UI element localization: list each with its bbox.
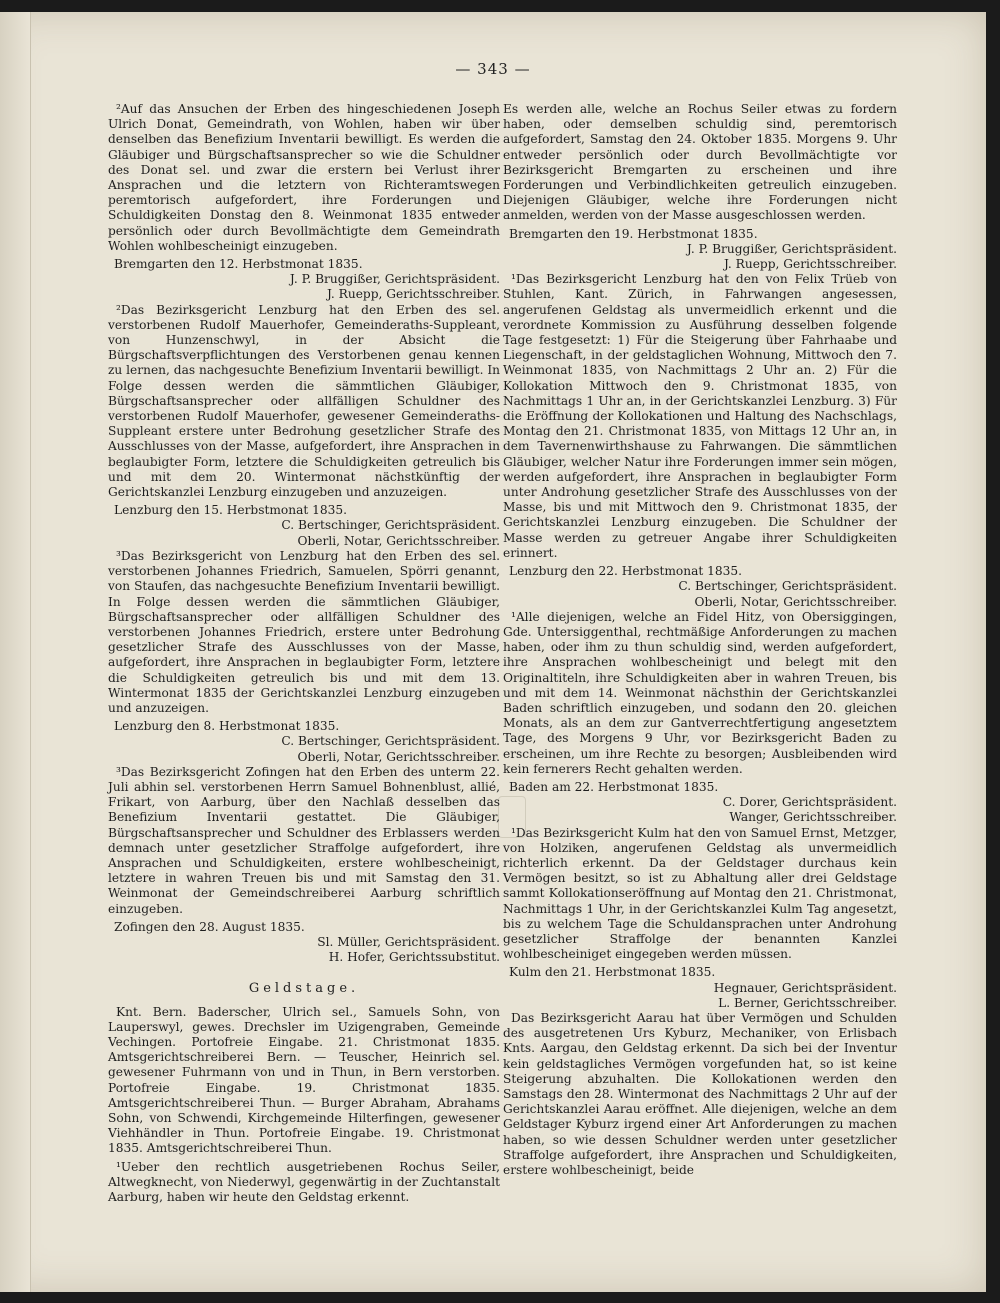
notice-place-date: Lenzburg den 22. Herbstmonat 1835. <box>509 564 743 579</box>
notice-place-date: Lenzburg den 8. Herbstmonat 1835. <box>114 719 340 734</box>
notice-seiler-start: ¹Ueber den rechtlich ausgetriebenen Rochus Seiler, Altwegknecht, von Niederwyl, gegenwärtig in der Zuchtanstalt Aarburg, haben wir heute den Geldstag erkennt. <box>108 1159 500 1205</box>
signature-clerk: J. Ruepp, Gerichtsschreiber. <box>723 257 897 272</box>
notice-text: ²Das Bezirksgericht Lenzburg hat den Erben des sel. verstorbenen Rudolf Mauerhofer, Gemeinderaths-Suppleant, von Hunzenschwyl, in der Absicht die Bürgschaftsverpflichtungen des Verstorbenen genau kennen zu lernen, das nachgesuchte Benefizium Inventarii bewilligt. In Folge dessen werden die sämmtlichen Gläubiger, Bürgschaftsansprecher oder allfälligen Schuldner des verstorbenen Rudolf Mauerhofer, gewesener Gemeinderaths-Suppleant erstere unter Bedrohung gesetzlicher Strafe des Ausschlusses von der Masse, aufgefordert, ihre Ansprachen in beglaubigter Form, letztere die Schuldigkeiten getreulich bis und mit dem 20. Wintermonat nächstkünftig der Gerichtskanzlei Lenzburg einzugeben und anzuzeigen. <box>108 302 500 500</box>
notice-mauerhofer <box>108 303 500 549</box>
geldstage-bern-paragraph: Knt. Bern. Baderscher, Ulrich sel., Samuels Sohn, von Lauperswyl, gewes. Drechsler im Uzigengraben, Gemeinde Vechingen. Portofreie Eingabe. 21. Christmonat 1835. Amtsgerichtschreiberei Bern. — Teuscher, Heinrich sel. gewesener Fuhrmann von und in Thun, in Bern verstorben. Portofreie Eingabe. 19. Christmonat 1835. Amtsgerichtschreiberei Thun. — Burger Abraham, Abrahams Sohn, von Schwendi, Kirchgemeinde Hilterfingen, gewesener Viehhändler in Thun. Portofreie Eingabe. 19. Christmonat 1835. Amtsgerichtschreiberei Thun. <box>108 1004 500 1156</box>
notice-hitz <box>503 610 897 826</box>
notice-seiler <box>503 102 897 272</box>
notice-friedrich <box>108 549 500 765</box>
section-heading-geldstage: Geldstage. <box>248 981 360 997</box>
left-column <box>108 102 500 1208</box>
notice-place-date: Baden am 22. Herbstmonat 1835. <box>509 779 719 794</box>
signature-president: C. Dorer, Gerichtspräsident. <box>722 795 897 810</box>
notice-signature <box>503 227 897 273</box>
notice-place-date: Lenzburg den 15. Herbstmonat 1835. <box>114 503 348 518</box>
signature-president: C. Bertschinger, Gerichtspräsident. <box>281 734 500 749</box>
signature-clerk: L. Berner, Gerichtsschreiber. <box>718 995 897 1010</box>
notice-signature <box>108 719 500 765</box>
notice-trueeb <box>503 272 897 609</box>
notice-kyburz: Das Bezirksgericht Aarau hat über Vermögen und Schulden des ausgetretenen Urs Kyburz, Mechaniker, von Erlisbach Knts. Aargau, den Geldstag erkennt. Da sich bei der Inventur kein geldstagliches Vermögen vorgefunden hat, so ist keine Steigerung abzuhalten. Die Kollokationen werden den Samstags den 28. Wintermonat des Nachmittags 2 Uhr auf der Gerichtskanzlei Aarau eröffnet. Alle diejenigen, welche an dem Geldstager Kyburz irgend einer Art Anforderungen zu machen haben, so wie dessen Schuldner werden unter gesetzlicher Straffolge aufgefordert, ihre Ansprachen und Schuldigkeiten, erstere wohlbescheinigt, beide <box>503 1010 897 1178</box>
notice-text: ²Auf das Ansuchen der Erben des hingeschiedenen Joseph Ulrich Donat, Gemeindrath, von Wohlen, haben wir über denselben das Benefizium Inventarii bewilligt. Es werden die Gläubiger und Bürgschaftsansprecher so wie die Schuldner des Donat sel. und zwar die erstern bei Verlust ihrer Ansprachen und die letztern von Richteramtswegen peremtorisch aufgefordert, ihre Forderungen und Schuldigkeiten Donstag den 8. Weinmonat 1835 entweder persönlich oder durch Bevollmächtigte dem Gemeindrath Wohlen wohlbescheinigt einzugeben. <box>108 102 500 253</box>
signature-president: Hegnauer, Gerichtspräsident. <box>713 980 897 995</box>
notice-signature <box>503 965 897 1011</box>
notice-signature <box>108 920 500 966</box>
signature-clerk: H. Hofer, Gerichtssubstitut. <box>328 950 500 965</box>
signature-president: C. Bertschinger, Gerichtspräsident. <box>678 579 897 594</box>
signature-clerk: J. Ruepp, Gerichtsschreiber. <box>326 287 500 302</box>
signature-clerk: Wanger, Gerichtsschreiber. <box>729 810 897 825</box>
signature-president: C. Bertschinger, Gerichtspräsident. <box>281 518 500 533</box>
notice-signature <box>503 564 897 610</box>
signature-president: J. P. Bruggißer, Gerichtspräsident. <box>289 272 500 287</box>
notice-signature <box>108 257 500 303</box>
notice-text: ¹Das Bezirksgericht Lenzburg hat den von Felix Trüeb von Stuhlen, Kant. Zürich, in Fahrwangen angesessen, angerufenen Geldstag als unvermeidlich erkennt und die verordnete Kommission zu Ausführung desselben folgende Tage festgesetzt: 1) Für die Steigerung über Fahrhaabe und Liegenschaft, in der geldstaglichen Wohnung, Mittwoch den 7. Weinmonat 1835, von Nachmittags 2 Uhr an. 2) Für die Kollokation Mittwoch den 9. Christmonat 1835, von Nachmittags 1 Uhr an, in der Gerichtskanzlei Lenzburg. 3) Für die Eröffnung der Kollokationen und Haltung des Nachschlags, Montag den 21. Christmonat 1835, von Mittags 12 Uhr an, in dem Tavernenwirthshause zu Fahrwangen. Die sämmtlichen Gläubiger, welcher Natur ihre Forderungen immer sein mögen, werden aufgefordert, ihre Ansprachen in beglaubigter Form unter Androhung gesetzlicher Strafe des Ausschlusses von der Masse, bis und mit Mittwoch den 9. Christmonat 1835, der Gerichtskanzlei Lenzburg einzugeben. Die Schuldner der Masse werden zu getreuer Angabe ihrer Schuldigkeiten erinnert. <box>503 272 897 560</box>
notice-text: ³Das Bezirksgericht von Lenzburg hat den Erben des sel. verstorbenen Johannes Friedrich, Samuelen, Spörri genannt, von Staufen, das nachgesuchte Benefizium Inventarii bewilligt. In Folge dessen werden die sämmtlichen Gläubiger, Bürgschaftsansprecher oder allfälligen Schuldner des verstorbenen Johannes Friedrich, erstere unter Bedrohung gesetzlicher Strafe des Ausschlusses von der Masse, aufgefordert, ihre Ansprachen in beglaubigter Form, letztere die Schuldigkeiten getreulich bis und mit dem 13. Wintermonat 1835 der Gerichtskanzlei Lenzburg einzugeben und anzuzeigen. <box>108 548 500 715</box>
notice-text: ¹Alle diejenigen, welche an Fidel Hitz, von Obersiggingen, Gde. Untersiggenthal, rechtmäßige Anforderungen zu machen haben, oder ihm zu thun schuldig sind, werden aufgefordert, ihre Ansprachen wohlbescheinigt und belegt mit den Originaltiteln, ihre Schuldigkeiten aber in wahren Treuen, bis und mit dem 14. Weinmonat nächsthin der Gerichtskanzlei Baden schriftlich einzugeben, und sodann den 20. gleichen Monats, als an dem zur Gantverrechtfertigung angesetztem Tage, des Morgens 9 Uhr, vor Bezirksgericht Baden zu erscheinen, um ihre Rechte zu besorgen; Ausbleibenden wird kein fernerers Recht gehalten werden. <box>503 609 897 776</box>
notice-place-date: Kulm den 21. Herbstmonat 1835. <box>509 965 716 980</box>
signature-clerk: Oberli, Notar, Gerichtsschreiber. <box>297 749 500 764</box>
signature-clerk: Oberli, Notar, Gerichtsschreiber. <box>694 594 897 609</box>
notice-place-date: Bremgarten den 19. Herbstmonat 1835. <box>509 226 758 241</box>
signature-clerk: Oberli, Notar, Gerichtsschreiber. <box>297 533 500 548</box>
notice-signature <box>108 503 500 549</box>
notice-bohnenblust <box>108 765 500 966</box>
notice-text: ³Das Bezirksgericht Zofingen hat den Erben des unterm 22. Juli abhin sel. verstorbenen Herrn Samuel Bohnenblust, allié, Frikart, von Aarburg, über den Nachlaß desselben das Benefizium Inventarii gestattet. Die Gläubiger, Bürgschaftsansprecher und Schuldner des Erblassers werden demnach unter gesetzlicher Straffolge aufgefordert, ihre Ansprachen und Schuldigkeiten, erstere wohlbescheinigt, letztere in wahren Treuen bis und mit Samstag den 31. Weinmonat der Gemeindschreiberei Aarburg schriftlich einzugeben. <box>108 764 500 916</box>
page-gutter <box>0 12 31 1292</box>
notice-place-date: Zofingen den 28. August 1835. <box>114 919 305 934</box>
right-column <box>503 102 897 1181</box>
notice-text: ¹Das Bezirksgericht Kulm hat den von Samuel Ernst, Metzger, von Holziken, angerufenen Geldstag als unvermeidlich richterlich erkennt. Da der Geldstager durchaus kein Vermögen besitzt, so ist zu Abhaltung aller drei Geldstage sammt Kollokationseröffnung auf Montag den 21. Christmonat, Nachmittags 1 Uhr, in der Gerichtskanzlei Kulm Tag angesetzt, bis zu welchem Tage die Schuldansprachen unter Androhung gesetzlicher Straffolge der benannten Kanzlei wohlbescheiniget eingegeben werden müssen. <box>503 825 897 962</box>
notice-ernst <box>503 826 897 1011</box>
page-number: — 343 — <box>455 60 531 78</box>
notice-place-date: Bremgarten den 12. Herbstmonat 1835. <box>114 257 363 272</box>
notice-donat <box>108 102 500 303</box>
newspaper-page <box>0 12 986 1292</box>
signature-president: J. P. Bruggißer, Gerichtspräsident. <box>686 241 897 256</box>
notice-text: Es werden alle, welche an Rochus Seiler etwas zu fordern haben, oder demselben schuldig sind, peremtorisch aufgefordert, Samstag den 24. Oktober 1835. Morgens 9. Uhr entweder persönlich oder durch Bevollmächtigte vor Bezirksgericht Bremgarten zu erscheinen und ihre Forderungen und Verbindlichkeiten getreulich einzugeben. Diejenigen Gläubiger, welche ihre Forderungen nicht anmelden, werden von der Masse ausgeschlossen werden. <box>503 102 897 223</box>
notice-signature <box>503 780 897 826</box>
signature-president: Sl. Müller, Gerichtspräsident. <box>317 934 500 949</box>
